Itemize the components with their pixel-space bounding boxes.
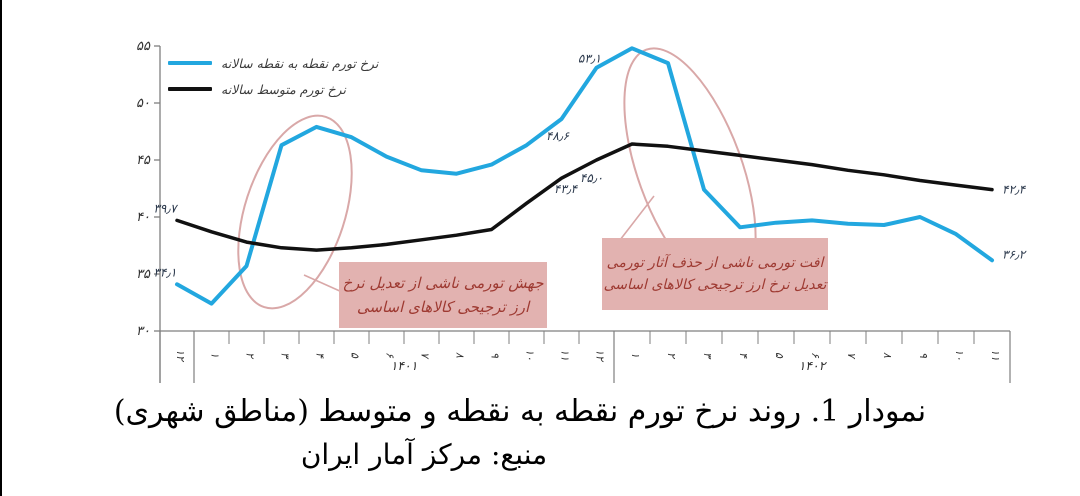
callout-connector-1 bbox=[304, 275, 342, 292]
data-label: ۳۴٫۱ bbox=[153, 265, 177, 280]
x-tick-label: ۸ bbox=[881, 352, 894, 358]
annotation-box-1 bbox=[339, 262, 547, 328]
data-label: ۵۳٫۱ bbox=[577, 51, 602, 66]
chart-caption: نمودار 1. روند نرخ تورم نقطه به نقطه و متوسط (مناطق شهری) bbox=[113, 394, 927, 429]
y-tick-label: ۳۵ bbox=[136, 267, 150, 282]
y-tick-label: ۴۵ bbox=[136, 153, 150, 168]
x-tick-label: ۵ bbox=[348, 352, 362, 358]
x-tick-label: ۵ bbox=[773, 352, 786, 358]
x-tick-label: ۶ bbox=[809, 352, 822, 358]
x-tick-label: ۳ bbox=[278, 352, 292, 358]
x-tick-label: ۴ bbox=[737, 352, 750, 358]
x-tick-label: ۱ bbox=[629, 352, 642, 358]
annotation-text-line: تعدیل نرخ ارز ترجیحی کالاهای اساسی bbox=[603, 277, 827, 293]
data-label: ۴۵٫۰ bbox=[579, 171, 604, 185]
data-label: ۴۲٫۴ bbox=[1002, 182, 1026, 197]
x-tick-label: ۹ bbox=[488, 352, 502, 358]
y-tick-label: ۵۰ bbox=[136, 96, 150, 111]
annotation-text-line: ارز ترجیحی کالاهای اساسی bbox=[356, 298, 530, 316]
chart-source: منبع: مرکز آمار ایران bbox=[300, 438, 548, 471]
annotation-text-line: جهش تورمی ناشی از تعدیل نرخ bbox=[342, 274, 544, 292]
x-tick-label: ۴ bbox=[313, 352, 327, 358]
data-label: ۳۶٫۲ bbox=[1002, 247, 1026, 262]
data-label: ۴۳٫۴ bbox=[553, 182, 578, 197]
annotation-box-2 bbox=[602, 238, 828, 310]
year-label: ۱۴۰۱ bbox=[390, 358, 418, 373]
legend-item-1 bbox=[168, 50, 378, 76]
x-tick-label: ۶ bbox=[383, 352, 397, 358]
legend-label: نرخ تورم متوسط سالانه bbox=[221, 81, 346, 97]
x-tick-label: ۷ bbox=[845, 352, 858, 358]
x-tick-label: ۹ bbox=[917, 352, 930, 358]
x-tick-label: ۲ bbox=[665, 352, 678, 358]
y-tick-label: ۵۵ bbox=[136, 39, 150, 54]
year-label: ۱۴۰۲ bbox=[798, 358, 826, 373]
legend-line-swatch bbox=[168, 87, 212, 91]
x-tick-label: ۱۱ bbox=[558, 349, 572, 361]
x-tick-label: ۱۱ bbox=[989, 349, 1002, 361]
annotation-text-line: افت تورمی ناشی از حذف آثار تورمی bbox=[606, 254, 824, 271]
legend-item-2 bbox=[168, 76, 378, 102]
x-tick-label: ۸ bbox=[453, 352, 467, 358]
y-tick-label: ۴۰ bbox=[136, 210, 150, 225]
x-tick-label: ۱۲ bbox=[174, 349, 187, 361]
data-label: ۴۸٫۶ bbox=[545, 128, 570, 143]
chart-legend bbox=[168, 50, 378, 102]
data-label: ۳۹٫۷ bbox=[153, 201, 177, 216]
x-tick-label: ۱۰ bbox=[523, 349, 537, 361]
legend-line-swatch bbox=[168, 61, 212, 65]
legend-label: نرخ تورم نقطه به نقطه سالانه bbox=[221, 55, 379, 71]
callout-connector-2 bbox=[620, 196, 654, 240]
y-tick-label: ۳۰ bbox=[136, 324, 150, 339]
x-tick-label: ۱ bbox=[208, 352, 222, 358]
x-tick-label: ۲ bbox=[243, 352, 257, 358]
x-tick-label: ۱۲ bbox=[593, 349, 607, 361]
series-line-1 bbox=[177, 144, 992, 250]
x-tick-label: ۱۰ bbox=[953, 349, 966, 361]
x-tick-label: ۷ bbox=[418, 352, 432, 358]
x-tick-label: ۳ bbox=[701, 352, 714, 358]
